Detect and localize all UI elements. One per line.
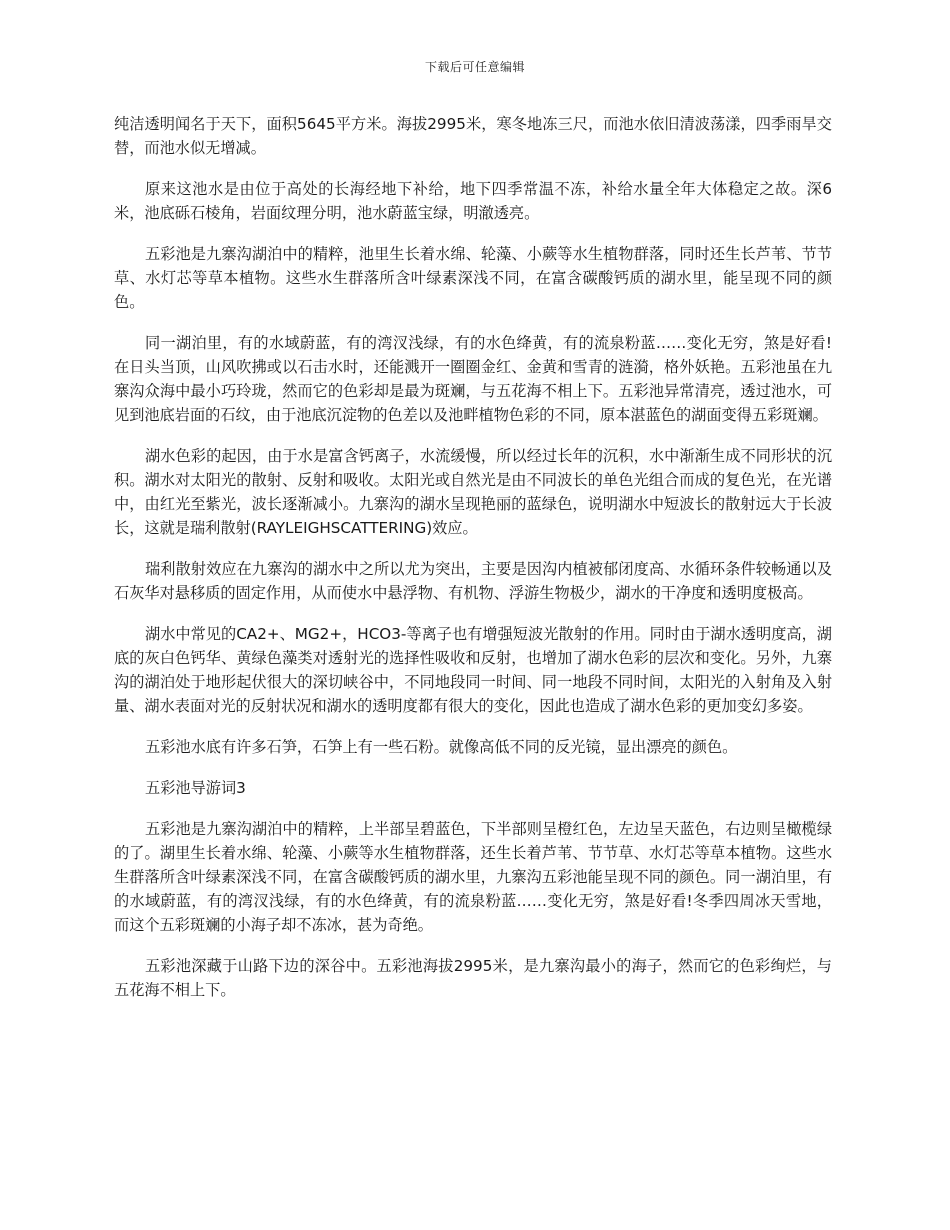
paragraph-8: 五彩池水底有许多石笋，石笋上有一些石粉。就像高低不同的反光镜，显出漂亮的颜色。 [145,738,738,756]
paragraph-6: 瑞利散射效应在九寨沟的湖水中之所以尤为突出，主要是因沟内植被郁闭度高、水循环条件较畅通以及石灰华对悬移质的固定作用，从而使水中悬浮物、有机物、浮游生物极少，湖水的干净度和透明度极高。 [114,560,832,602]
paragraph-10: 五彩池深藏于山路下边的深谷中。五彩池海拔2995米，是九寨沟最小的海子，然而它的色彩绚烂，与五花海不相上下。 [114,957,832,999]
paragraph-3: 五彩池是九寨沟湖泊中的精粹，池里生长着水绵、轮藻、小蕨等水生植物群落，同时还生长芦苇、节节草、水灯芯等草本植物。这些水生群落所含叶绿素深浅不同，在富含碳酸钙质的湖水里，能呈现不同的颜色。 [114,245,832,311]
paragraph-7: 湖水中常见的CA2+、MG2+，HCO3-等离子也有增强短波光散射的作用。同时由于湖水透明度高，湖底的灰白色钙华、黄绿色藻类对透射光的选择性吸收和反射，也增加了湖水色彩的层次和变化。另外，九寨沟的湖泊处于地形起伏很大的深切峡谷中，不同地段同一时间、同一地段不同时间，太阳光的入射角及入射量、湖水表面对光的反射状况和湖水的透明度都有很大的变化，因此也造成了湖水色彩的更加变幻多姿。 [114,625,832,715]
paragraph-1: 纯洁透明闻名于天下，面积5645平方米。海拔2995米，寒冬地冻三尺，而池水依旧清波荡漾，四季雨旱交替，而池水似无增减。 [114,115,832,157]
document-body [114,112,832,1019]
paragraph-9: 五彩池是九寨沟湖泊中的精粹，上半部呈碧蓝色，下半部则呈橙红色，左边呈天蓝色，右边则呈橄榄绿的了。湖里生长着水绵、轮藻、小蕨等水生植物群落，还生长着芦苇、节节草、水灯芯等草本植物。这些水生群落所含叶绿素深浅不同，在富含碳酸钙质的湖水里，九寨沟五彩池能呈现不同的颜色。同一湖泊里，有的水域蔚蓝，有的湾汊浅绿，有的水色绛黄，有的流泉粉蓝……变化无穷，煞是好看!冬季四周冰天雪地，而这个五彩斑斓的小海子却不冻冰，甚为奇绝。 [114,820,832,934]
paragraph-5: 湖水色彩的起因，由于水是富含钙离子，水流缓慢，所以经过长年的沉积，水中渐渐生成不同形状的沉积。湖水对太阳光的散射、反射和吸收。太阳光或自然光是由不同波长的单色光组合而成的复色光，在光谱中，由红光至紫光，波长逐渐减小。九寨沟的湖水呈现艳丽的蓝绿色，说明湖水中短波长的散射远大于长波长，这就是瑞利散射(RAYLEIGHSCATTERING)效应。 [114,447,832,537]
paragraph-4: 同一湖泊里，有的水域蔚蓝，有的湾汊浅绿，有的水色绛黄，有的流泉粉蓝……变化无穷，煞是好看!在日头当顶，山风吹拂或以石击水时，还能溅开一圈圈金红、金黄和雪青的涟漪，格外妖艳。五彩池虽在九寨沟众海中最小巧玲珑，然而它的色彩却是最为斑斓，与五花海不相上下。五彩池异常清亮，透过池水，可见到池底岩面的石纹，由于池底沉淀物的色差以及池畔植物色彩的不同，原本湛蓝色的湖面变得五彩斑斓。 [114,334,832,424]
paragraph-2: 原来这池水是由位于高处的长海经地下补给，地下四季常温不冻，补给水量全年大体稳定之故。深6米，池底砾石棱角，岩面纹理分明，池水蔚蓝宝绿，明澈透亮。 [114,180,832,222]
section-heading: 五彩池导游词3 [145,779,246,797]
header-note: 下载后可任意编辑 [424,60,525,74]
